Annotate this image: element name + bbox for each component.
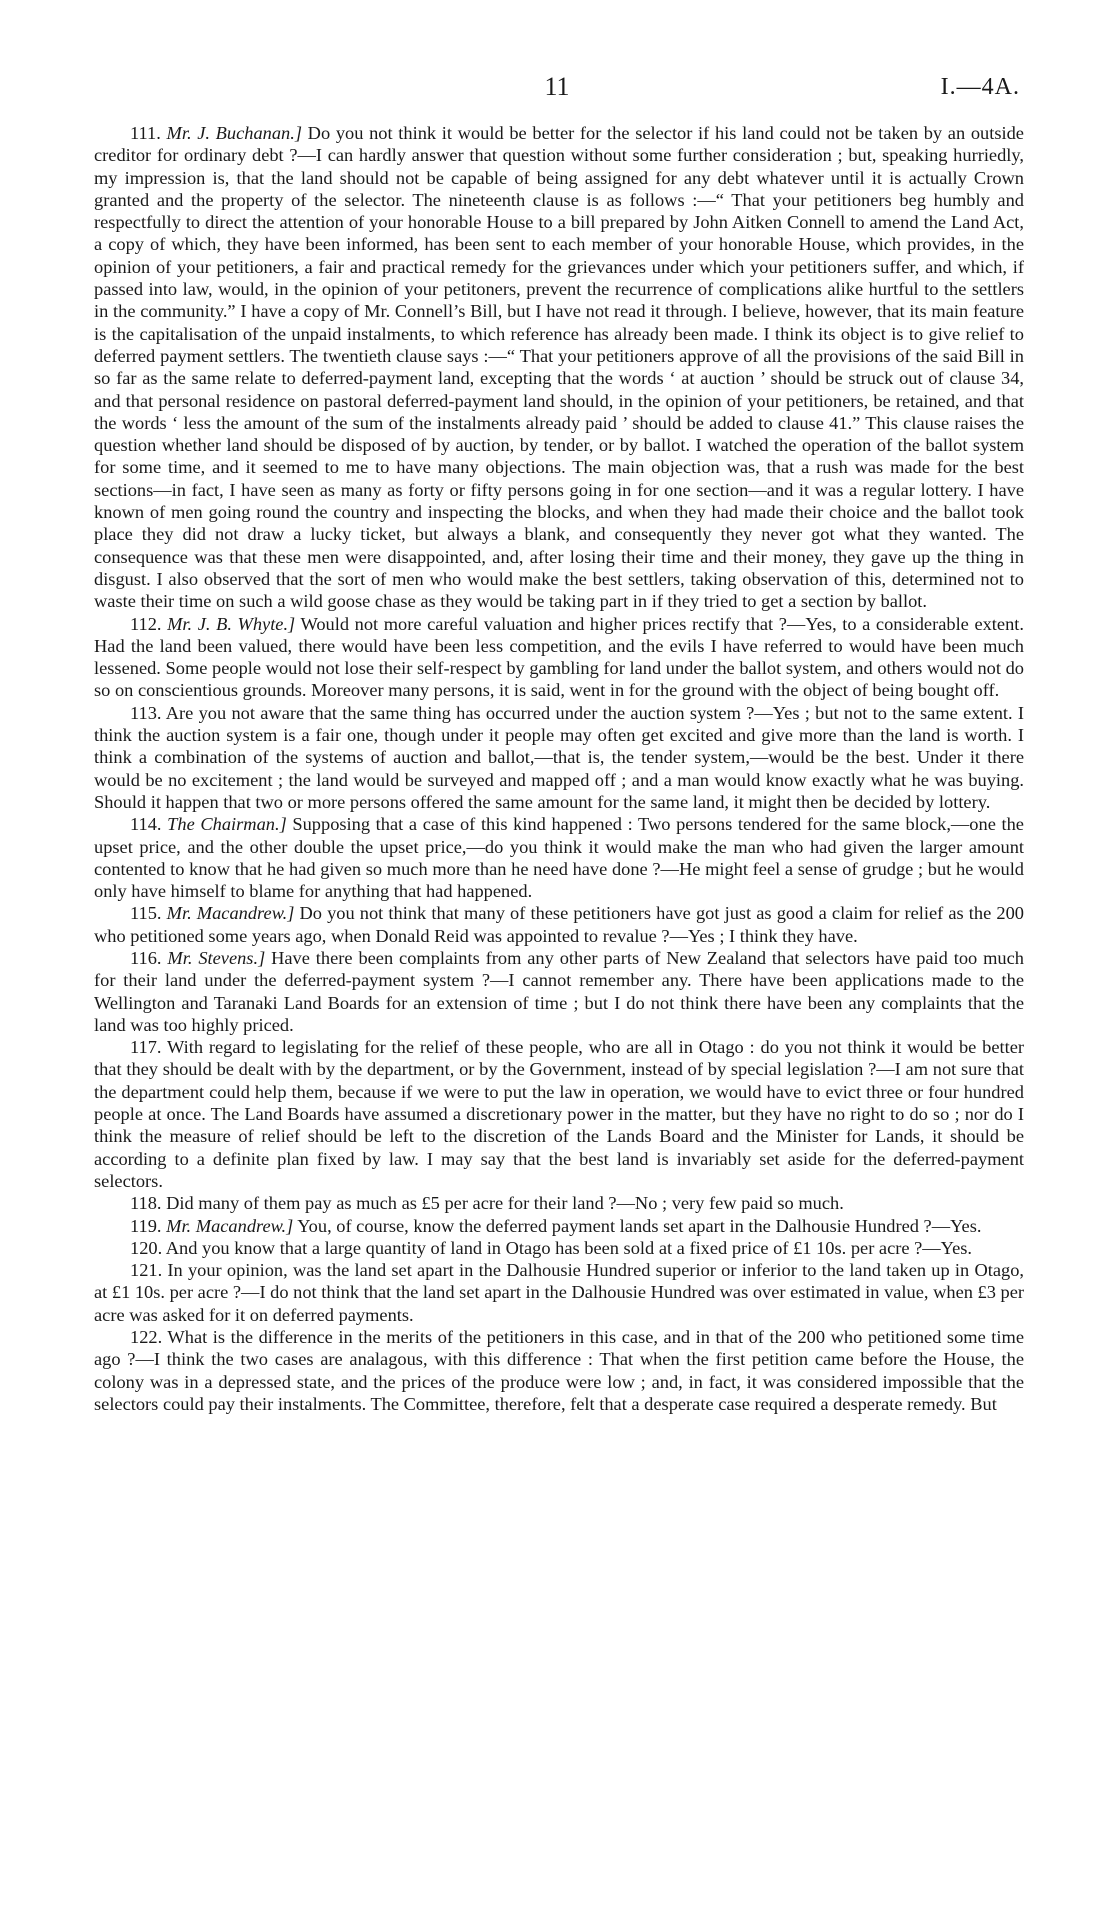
speaker-label: Mr. Macandrew.] <box>166 903 295 924</box>
question-text: Have there been complaints from any other parts of New Zealand that selectors have paid too much for their land under the deferred-payment system ?—I cannot remember any. There have been applications made to the Wellington and Taranaki Land Boards for an extension of time ; but I do not think there have been any complaints that the land was too highly priced. <box>94 947 1024 1035</box>
question-111 <box>94 122 1024 613</box>
question-number: 114. <box>130 814 162 835</box>
question-112 <box>94 613 1024 702</box>
question-115 <box>94 902 1024 947</box>
question-113 <box>94 702 1024 813</box>
question-number: 115. <box>130 903 162 924</box>
speaker-label: Mr. Stevens.] <box>167 947 266 968</box>
document-reference: I.—4A. <box>940 74 1020 100</box>
question-text: Did many of them pay as much as £5 per acre for their land ?—No ; very few paid so much. <box>161 1193 844 1214</box>
question-119 <box>94 1215 1024 1237</box>
question-text: Are you not aware that the same thing has occurred under the auction system ?—Yes ; but not to the same extent. I think the auction system is a fair one, though under it people may often get excited and give more than the land is worth. I think a combination of the systems of auction and ballot,—that is, the tender system,—would be the best. Under it there would be no excitement ; the land would be surveyed and mapped off ; and a man would know exactly what he was buying. Should it happen that two or more persons offered the same amount for the same land, it might then be decided by lottery. <box>94 702 1024 812</box>
question-122 <box>94 1326 1024 1415</box>
question-number: 116. <box>130 947 162 968</box>
question-116 <box>94 947 1024 1036</box>
question-number: 121. <box>130 1260 163 1281</box>
question-number: 119. <box>130 1215 162 1236</box>
question-number: 111. <box>130 123 161 143</box>
question-120 <box>94 1237 1024 1259</box>
question-121 <box>94 1259 1024 1326</box>
question-text: Do you not think that many of these petitioners have got just as good a claim for relief as the 200 who petitioned some years ago, when Donald Reid was appointed to revalue ?—Yes ; I think they have. <box>94 903 1024 946</box>
page-number: 11 <box>544 72 570 101</box>
question-text: Would not more careful valuation and higher prices rectify that ?—Yes, to a considerable extent. Had the land been valued, there would have been less competition, and the evils I have referred to would have been much lessened. Some people would not lose their self-respect by gambling for land under the ballot system, and others would not do so on conscientious grounds. Moreover many persons, it is said, went in for the ground with the object of being bought off. <box>94 613 1024 701</box>
speaker-label: Mr. J. B. Whyte.] <box>167 613 296 634</box>
question-text: You, of course, know the deferred payment lands set apart in the Dalhousie Hundred ?—Yes. <box>293 1215 982 1236</box>
question-text: And you know that a large quantity of land in Otago has been sold at a fixed price of £1 10s. per acre ?—Yes. <box>162 1237 973 1258</box>
question-number: 112. <box>130 613 162 634</box>
question-114 <box>94 813 1024 902</box>
question-118 <box>94 1192 1024 1214</box>
question-text: Supposing that a case of this kind happened : Two persons tendered for the same block,—one the upset price, and the other double the upset price,—do you think it would make the man who had given the larger amount contented to know that he had given so much more than he need have done ?—He might feel a sense of grudge ; but he would only have himself to blame for anything that had happened. <box>94 814 1024 902</box>
speaker-label: Mr. Macandrew.] <box>166 1215 294 1236</box>
question-text: In your opinion, was the land set apart in the Dalhousie Hundred superior or inferior to the land taken up in Otago, at £1 10s. per acre ?—I do not think that the land set apart in the Dalhousie Hundred was over estimated in value, when £3 per acre was asked for it on deferred payments. <box>94 1260 1024 1325</box>
question-number: 117. <box>130 1037 162 1058</box>
question-text: What is the difference in the merits of the petitioners in this case, and in that of the 200 who petitioned some time ago ?—I think the two cases are analagous, with this difference : That when the first petition came before the House, the colony was in a depressed state, and the prices of the produce were low ; and, in fact, it was considered impossible that the selectors could pay their instalments. The Committee, therefore, felt that a desperate case required a desperate remedy. But <box>94 1327 1024 1414</box>
speaker-label: The Chairman.] <box>167 814 287 835</box>
question-text: Do you not think it would be better for the selector if his land could not be taken by an outside creditor for ordinary debt ?—I can hardly answer that question without some further consideration ; but, speaking hurriedly, my impression is, that the land should not be capable of being assigned for any debt whatever until it is actually Crown granted and the property of the selector. The nineteenth clause is as follows :—“ That your petitioners beg humbly and respectfully to direct the attention of your honorable House to a bill prepared by John Aitken Connell to amend the Land Act, a copy of which, they have been informed, has been sent to each member of your honorable House, which provides, in the opinion of your petitioners, a fair and practical remedy for the grievances under which your petitioners suffer, and which, if passed into law, would, in the opinion of your petitoners, prevent the recurrence of complications alike hurtful to the settlers in the community.” I have a copy of Mr. Connell’s Bill, but I have not read it through. I believe, however, that its main feature is the capitalisation of the unpaid instalments, to which reference has already been made. I think its object is to give relief to deferred payment settlers. The twentieth clause says :—“ That your petitioners approve of all the provisions of the said Bill in so far as the same relate to deferred-payment land, excepting that the words ‘ at auction ’ should be struck out of clause 34, and that personal residence on pastoral deferred-payment land should, in the opinion of your petitioners, be retained, and that the words ‘ less the amount of the sum of the instalments already paid ’ should be added to clause 41.” This clause raises the question whether land should be disposed of by auction, by tender, or by ballot. I watched the operation of the ballot system for some time, and it seemed to me to have many objections. The main objection was, that a rush was made for the best sections—in fact, I have seen as many as forty or fifty persons going in for one section—and it was a regular lottery. I have known of men going round the country and inspecting the blocks, and when they had made their choice and the ballot took place they did not draw a lucky ticket, but always a blank, and consequently they never got what they wanted. The consequence was that these men were disappointed, and, after losing their time and their money, they gave up the thing in disgust. I also observed that the sort of men who would make the best settlers, taking observation of this, determined not to waste their time on such a wild goose chase as they would be taking part in if they tried to get a section by ballot. <box>94 123 1024 612</box>
speaker-label: Mr. J. Buchanan.] <box>166 123 302 143</box>
page-header <box>0 72 1114 102</box>
minutes-body <box>94 122 1024 1415</box>
question-text: With regard to legislating for the relief of these people, who are all in Otago : do you not think it would be better that they should be dealt with by the department, or by the Government, instead of by special legislation ?—I am not sure that the department could help them, because if we were to put the law in operation, we would have to evict three or four hundred people at once. The Land Boards have assumed a discretionary power in the matter, but they have no right to do so ; nor do I think the measure of relief should be left to the discretion of the Lands Board and the Minister for Lands, it should be according to a definite plan fixed by law. I may say that the best land is invariably set aside for the deferred-payment selectors. <box>94 1037 1024 1191</box>
question-number: 118. <box>130 1193 162 1214</box>
question-number: 120. <box>130 1237 163 1258</box>
question-number: 122. <box>130 1327 163 1348</box>
question-117 <box>94 1036 1024 1192</box>
question-number: 113. <box>130 702 162 723</box>
